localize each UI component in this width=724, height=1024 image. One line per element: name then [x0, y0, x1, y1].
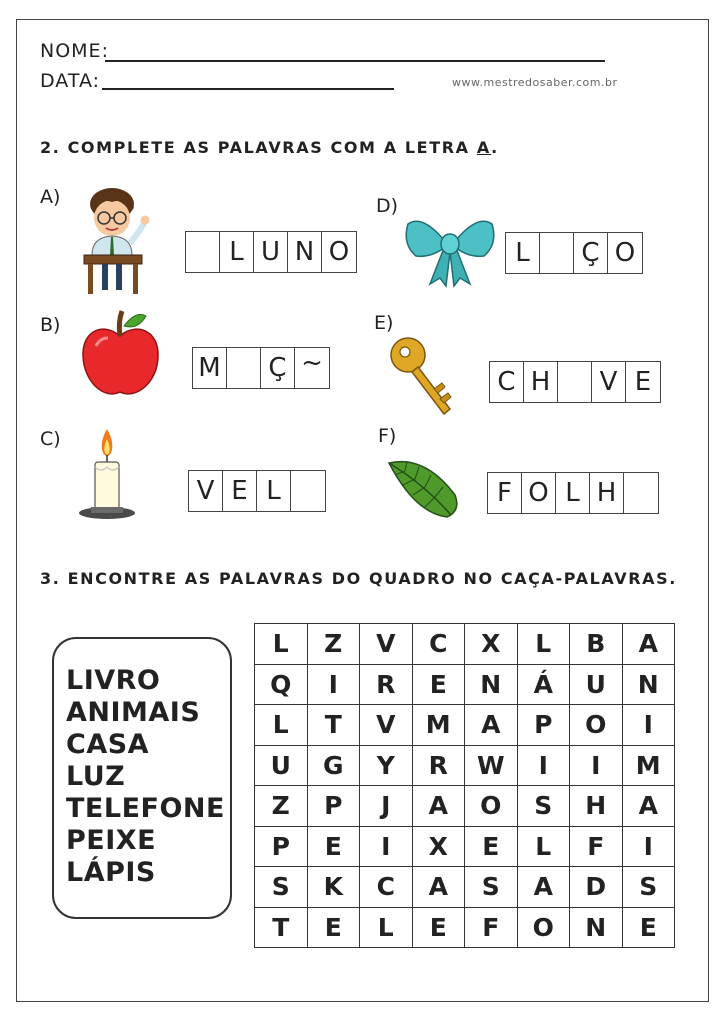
word-item: TELEFONE: [66, 793, 225, 824]
grid-cell[interactable]: Z: [307, 624, 360, 665]
grid-cell[interactable]: J: [360, 786, 413, 827]
grid-cell[interactable]: Z: [255, 786, 308, 827]
letter-cell: ~: [301, 348, 323, 378]
grid-cell[interactable]: A: [412, 786, 465, 827]
letter-cell: L: [556, 473, 590, 513]
grid-cell[interactable]: L: [517, 624, 570, 665]
letter-cell: C: [490, 362, 524, 402]
grid-cell[interactable]: B: [570, 624, 623, 665]
item-d-boxes: [505, 232, 643, 274]
website-link: www.mestredosaber.com.br: [452, 76, 618, 89]
letter-cell: O: [614, 238, 636, 268]
letter-cell: L: [257, 471, 291, 511]
student-icon: [78, 185, 158, 297]
grid-cell[interactable]: I: [622, 705, 675, 746]
grid-cell[interactable]: M: [622, 745, 675, 786]
grid-row: [255, 786, 675, 827]
letter-cell[interactable]: [540, 233, 574, 273]
grid-cell[interactable]: A: [622, 624, 675, 665]
name-field[interactable]: [105, 60, 605, 62]
word-item: LÁPIS: [66, 857, 156, 888]
word-item: LIVRO: [66, 665, 161, 696]
grid-cell[interactable]: C: [360, 867, 413, 908]
grid-cell[interactable]: E: [307, 907, 360, 948]
word-item: PEIXE: [66, 825, 157, 856]
item-c-boxes: [188, 470, 326, 512]
grid-row: [255, 826, 675, 867]
grid-cell[interactable]: X: [412, 826, 465, 867]
grid-cell[interactable]: E: [622, 907, 675, 948]
letter-cell: M: [193, 348, 227, 388]
word-search-grid: [254, 623, 675, 948]
grid-cell[interactable]: C: [412, 624, 465, 665]
item-e-boxes: [489, 361, 661, 403]
letter-cell[interactable]: [624, 473, 658, 513]
item-e-label: E): [374, 312, 394, 334]
grid-cell[interactable]: O: [517, 907, 570, 948]
grid-cell[interactable]: L: [360, 907, 413, 948]
grid-row: [255, 624, 675, 665]
grid-cell[interactable]: P: [255, 826, 308, 867]
grid-row: [255, 867, 675, 908]
grid-cell[interactable]: N: [570, 907, 623, 948]
letter-cell: H: [524, 362, 558, 402]
grid-cell[interactable]: O: [570, 705, 623, 746]
letter-cell: Ç: [261, 348, 295, 388]
grid-cell[interactable]: I: [570, 745, 623, 786]
grid-cell[interactable]: S: [465, 867, 518, 908]
item-f-label: F): [378, 425, 397, 447]
grid-row: [255, 907, 675, 948]
grid-cell[interactable]: G: [307, 745, 360, 786]
item-f-boxes: [487, 472, 659, 514]
grid-cell[interactable]: D: [570, 867, 623, 908]
grid-cell[interactable]: P: [307, 786, 360, 827]
item-b-boxes: [192, 347, 330, 389]
grid-cell[interactable]: V: [360, 705, 413, 746]
candle-icon: [77, 425, 139, 523]
grid-cell[interactable]: T: [307, 705, 360, 746]
grid-cell[interactable]: U: [255, 745, 308, 786]
grid-cell[interactable]: Q: [255, 664, 308, 705]
letter-cell: L: [506, 233, 540, 273]
grid-cell[interactable]: N: [465, 664, 518, 705]
grid-cell[interactable]: X: [465, 624, 518, 665]
grid-cell[interactable]: L: [255, 705, 308, 746]
key-icon: [388, 335, 460, 419]
grid-cell[interactable]: S: [255, 867, 308, 908]
grid-cell[interactable]: I: [360, 826, 413, 867]
grid-cell[interactable]: K: [307, 867, 360, 908]
item-a-label: A): [40, 186, 61, 208]
apple-icon: [80, 308, 162, 400]
word-list-box: [52, 637, 232, 919]
grid-cell[interactable]: U: [570, 664, 623, 705]
letter-cell: Ç: [574, 233, 608, 273]
letter-cell: F: [488, 473, 522, 513]
date-label: DATA:: [40, 70, 101, 92]
grid-cell[interactable]: R: [360, 664, 413, 705]
date-field[interactable]: [102, 88, 394, 90]
grid-cell[interactable]: L: [255, 624, 308, 665]
letter-cell: E: [223, 471, 257, 511]
letter-cell[interactable]: [186, 232, 220, 272]
target-letter: A: [476, 138, 492, 157]
grid-cell[interactable]: P: [517, 705, 570, 746]
bow-icon: [404, 214, 496, 288]
letter-cell[interactable]: [291, 471, 325, 511]
grid-cell[interactable]: E: [412, 907, 465, 948]
grid-cell[interactable]: O: [465, 786, 518, 827]
grid-cell[interactable]: S: [517, 786, 570, 827]
grid-cell[interactable]: N: [622, 664, 675, 705]
letter-cell: L: [220, 232, 254, 272]
grid-cell[interactable]: A: [517, 867, 570, 908]
letter-cell: V: [189, 471, 223, 511]
letter-cell: N: [288, 232, 322, 272]
grid-cell[interactable]: Á: [517, 664, 570, 705]
word-item: CASA: [66, 729, 150, 760]
letter-cell[interactable]: [227, 348, 261, 388]
grid-cell[interactable]: E: [307, 826, 360, 867]
grid-cell[interactable]: W: [465, 745, 518, 786]
grid-cell[interactable]: F: [465, 907, 518, 948]
letter-cell: E: [634, 367, 652, 397]
grid-cell[interactable]: E: [465, 826, 518, 867]
letter-cell: O: [328, 237, 350, 267]
grid-cell[interactable]: I: [307, 664, 360, 705]
letter-cell[interactable]: [558, 362, 592, 402]
question-3-title: 3. ENCONTRE AS PALAVRAS DO QUADRO NO CAÇA-PALAVRAS.: [40, 569, 677, 588]
leaf-icon: [385, 455, 467, 521]
grid-cell[interactable]: M: [412, 705, 465, 746]
grid-cell[interactable]: S: [622, 867, 675, 908]
item-a-boxes: [185, 231, 357, 273]
word-item: LUZ: [66, 761, 126, 792]
letter-cell: O: [522, 473, 556, 513]
grid-cell[interactable]: V: [360, 624, 413, 665]
grid-cell[interactable]: Y: [360, 745, 413, 786]
grid-cell[interactable]: E: [412, 664, 465, 705]
grid-cell[interactable]: I: [517, 745, 570, 786]
grid-row: [255, 664, 675, 705]
letter-cell: H: [590, 473, 624, 513]
grid-cell[interactable]: L: [517, 826, 570, 867]
item-d-label: D): [376, 195, 399, 217]
grid-cell[interactable]: A: [465, 705, 518, 746]
grid-cell[interactable]: A: [412, 867, 465, 908]
grid-cell[interactable]: H: [570, 786, 623, 827]
item-b-label: B): [40, 314, 61, 336]
question-2-title: 2. COMPLETE AS PALAVRAS COM A LETRA A.: [40, 138, 499, 157]
grid-row: [255, 745, 675, 786]
grid-cell[interactable]: R: [412, 745, 465, 786]
grid-cell[interactable]: F: [570, 826, 623, 867]
letter-cell: U: [254, 232, 288, 272]
letter-cell: V: [592, 362, 626, 402]
word-item: ANIMAIS: [66, 697, 201, 728]
grid-cell[interactable]: T: [255, 907, 308, 948]
item-c-label: C): [40, 428, 61, 450]
grid-cell[interactable]: I: [622, 826, 675, 867]
grid-cell[interactable]: A: [622, 786, 675, 827]
name-label: NOME:: [40, 40, 109, 62]
grid-row: [255, 705, 675, 746]
